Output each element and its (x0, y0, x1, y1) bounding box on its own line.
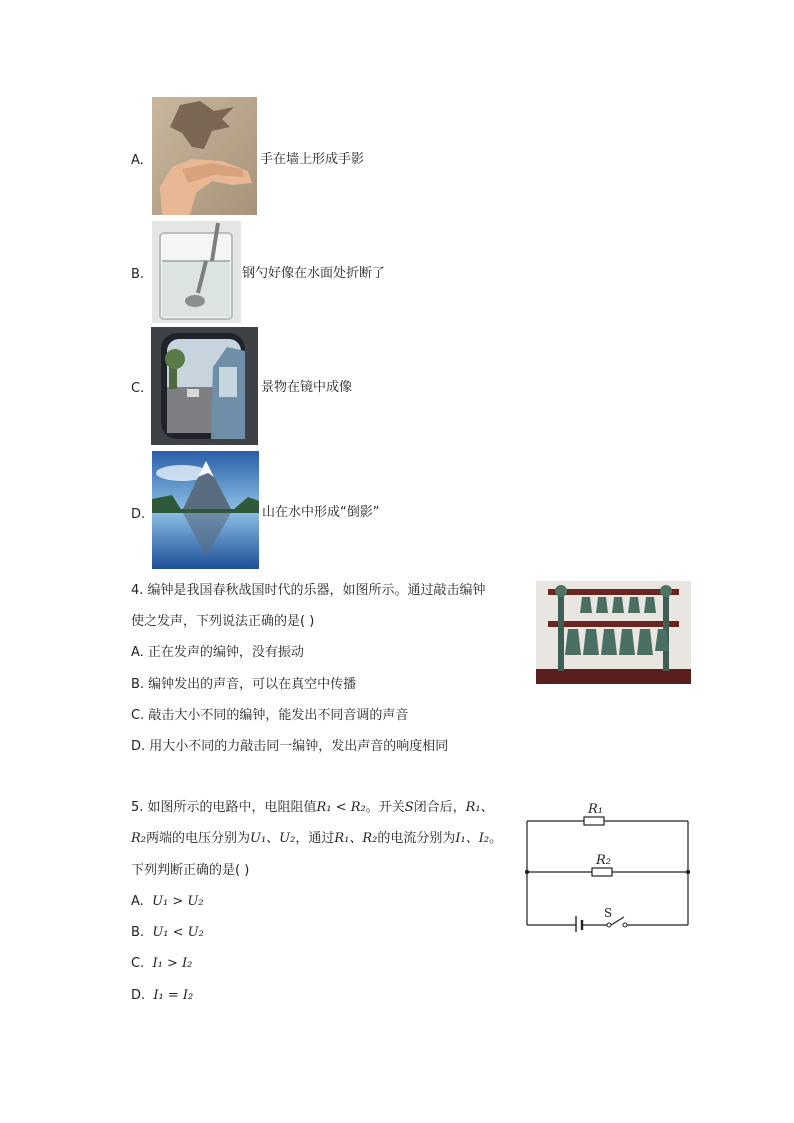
option-letter: C. (131, 381, 145, 396)
mountain-reflection-photo (152, 451, 259, 569)
option-caption: 钢勺好像在水面处折断了 (242, 266, 386, 281)
stem-text: 。开关 (365, 800, 405, 815)
label-r1: R₁ (588, 802, 603, 817)
option-letter: C. (131, 956, 145, 971)
hand-shadow-photo (152, 97, 257, 215)
stem-text: 的电流分别为 (377, 831, 456, 846)
option-letter: A. (131, 153, 144, 168)
stem-math: R₁、R₂ (334, 831, 378, 846)
stem-text: 。 (489, 831, 503, 846)
question-5-option-d (131, 987, 193, 1005)
resistor-r1 (584, 817, 604, 825)
option-caption: 手在墙上形成手影 (260, 152, 365, 167)
question-4-stem-line2: 使之发声，下列说法正确的是( ) (131, 614, 315, 629)
stem-text: 5. 如图所示的电路中，电阻阻值 (131, 800, 317, 815)
question-4-option-c: C. 敲击大小不同的编钟，能发出不同音调的声音 (131, 708, 409, 723)
switch-contact (623, 923, 627, 927)
option-expr: U₁ < U₂ (152, 925, 204, 940)
stem-math: R₁ < R₂ (316, 800, 366, 815)
question-5-option-b (131, 924, 204, 942)
stem-math: R₂ (131, 831, 146, 846)
option-expr: I₁ > I₂ (152, 956, 193, 971)
option-letter: D. (131, 988, 146, 1003)
stem-text: ，通过 (295, 831, 335, 846)
stem-text: 、 (480, 800, 494, 815)
question-4-option-b: B. 编钟发出的声音，可以在真空中传播 (131, 677, 357, 692)
question-5-option-a (131, 893, 204, 911)
label-r2: R₂ (596, 853, 611, 868)
stem-math: R₁ (465, 800, 481, 815)
question-5-option-c (131, 955, 192, 973)
circuit-diagram (520, 796, 696, 932)
car-mirror-photo (151, 327, 258, 445)
option-letter: D. (131, 507, 146, 522)
resistor-r2 (592, 868, 612, 876)
stem-math: S (404, 800, 414, 815)
option-caption: 景物在镜中成像 (261, 380, 353, 395)
stem-math: U₁、U₂ (250, 831, 296, 846)
option-letter: A. (131, 894, 144, 909)
label-switch: S (604, 906, 613, 920)
option-letter: B. (131, 925, 145, 940)
switch-lever (611, 917, 624, 925)
stem-math: I₁、I₂ (455, 831, 490, 846)
question-4-stem-line1: 4. 编钟是我国春秋战国时代的乐器，如图所示。通过敲击编钟 (131, 583, 486, 598)
bianzhong-bells-photo (536, 581, 691, 684)
spoon-in-water-photo (152, 221, 241, 323)
question-4-option-d: D. 用大小不同的力敲击同一编钟，发出声音的响度相同 (131, 739, 449, 754)
option-expr: U₁ > U₂ (152, 894, 204, 909)
option-expr: I₁ = I₂ (153, 988, 194, 1003)
question-5-stem-line1 (131, 799, 494, 817)
question-5-stem-line2 (131, 830, 502, 848)
option-caption: 山在水中形成“倒影” (262, 505, 380, 520)
stem-text: 两端的电压分别为 (146, 831, 251, 846)
switch-contact (607, 923, 611, 927)
stem-text: 闭合后， (413, 800, 466, 815)
junction-dot-left (525, 870, 529, 874)
junction-dot-right (686, 870, 690, 874)
question-4-option-a: A. 正在发声的编钟，没有振动 (131, 645, 304, 660)
option-letter: B. (131, 267, 145, 282)
question-5-stem-line3: 下列判断正确的是( ) (131, 863, 250, 878)
